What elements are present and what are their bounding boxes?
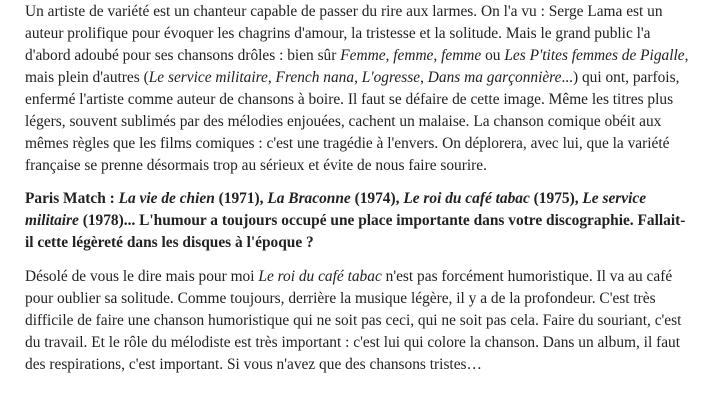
interview-question: Paris Match : La vie de chien (1971), La Braconne (1974), Le roi du café tabac (1975), Le service militaire (1978)... L'humour a toujours occupé une place importante dans votre discographie. Fallait-il cette légèreté dans les disques à l'époque ? xyxy=(25,190,686,251)
article-body xyxy=(25,0,693,376)
paragraph-intro: Un artiste de variété est un chanteur capable de passer du rire aux larmes. On l'a vu : Serge Lama est un auteur prolifique pour évoquer les chagrins d'amour, la tristesse et la solitude. Mais le grand public l'a d'abord adoubé pour ses chansons drôles : bien sûr Femme, femme, femme ou Les P'tites femmes de Pigalle, mais plein d'autres (Le service militaire, French nana, L'ogresse, Dans ma garçonnière...) qui ont, parfois, enfermé l'artiste comme auteur de chansons à boire. Il faut se défaire de cette image. Même les titres plus légers, souvent sublimés par des mélodies enjouées, cachent un malaise. La chanson comique obéit aux mêmes règles que les films comiques : c'est une tragédie à l'envers. On déplorera, avec lui, que la variété française se prenne désormais trop au sérieux et évite de nous faire sourire. xyxy=(25,3,689,174)
interview-answer: Désolé de vous le dire mais pour moi Le roi du café tabac n'est pas forcément humoristique. Il va au café pour oublier sa solitude. Comme toujours, derrière la musique légère, il y a de la profondeur. C'est très difficile de faire une chanson humoristique qui ne soit pas ceci, qui ne soit pas cela. Faire du souriant, c'est du travail. Et le rôle du mélodiste est très important : c'est lui qui colore la chanson. Dans un album, il faut des respirations, c'est important. Si vous n'avez que des chansons tristes… xyxy=(25,268,682,373)
